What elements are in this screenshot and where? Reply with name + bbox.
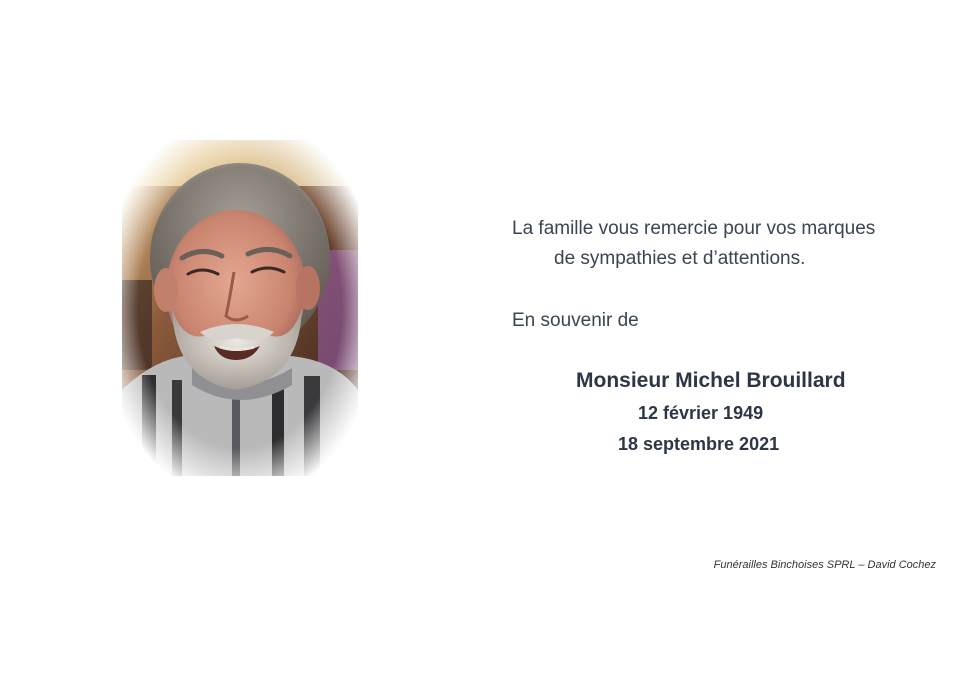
portrait-photo — [122, 140, 358, 476]
death-date: 18 septembre 2021 — [618, 434, 780, 454]
thanks-line-1: La famille vous remercie pour vos marques — [512, 218, 876, 239]
thanks-message — [512, 214, 875, 274]
birth-date: 12 février 1949 — [638, 403, 764, 423]
memory-label: En souvenir de — [512, 310, 639, 331]
thanks-line-2: de sympathies et d’attentions. — [554, 248, 806, 269]
deceased-name: Monsieur Michel Brouillard — [576, 369, 846, 392]
funeral-home-credit: Funérailles Binchoises SPRL – David Cochez — [713, 559, 936, 571]
